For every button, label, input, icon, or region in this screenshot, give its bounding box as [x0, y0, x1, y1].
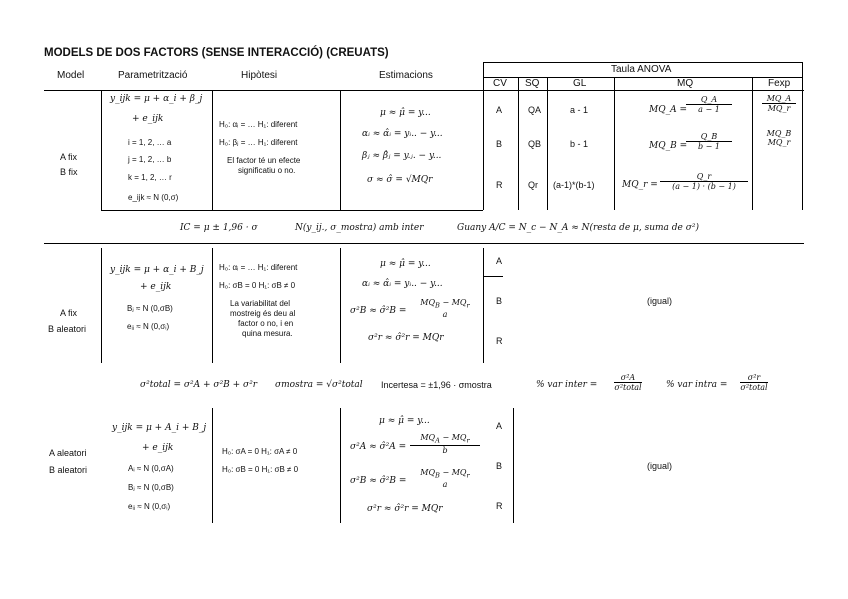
s3-param-1: y_ijk = μ + A_i + B_j	[112, 423, 207, 433]
s1-model-a: A fix	[60, 152, 78, 162]
anova-sub-line	[483, 77, 803, 78]
s3-hip-1: H₀: σA = 0 H₁: σA ≠ 0	[222, 447, 298, 456]
s2-f3: Incertesa = ±1,96 · σmostra	[381, 380, 492, 390]
s1-param-4: j = 1, 2, … b	[128, 155, 172, 164]
s3-param-5: eᵢⱼ ≈ N (0,σᵢ)	[128, 502, 171, 511]
s2-est-1: μ ≈ μ̂ = y...	[380, 259, 431, 269]
s3-param-2: + e_ijk	[142, 443, 174, 453]
col-line	[518, 77, 519, 210]
col-line	[340, 90, 341, 210]
s1-est-1: μ ≈ μ̂ = y...	[380, 108, 431, 118]
header-param: Parametrització	[118, 70, 188, 81]
s2-hip-6: quina mesura.	[242, 329, 293, 338]
s1-param-6: e_ijk ≈ N (0,σ)	[128, 193, 179, 202]
s2-f5-frac	[740, 373, 768, 392]
s2-f4: % var inter =	[536, 380, 598, 390]
s1-gl-r: (a-1)*(b-1)	[553, 180, 595, 190]
col-line	[101, 248, 102, 363]
s3-est-1: μ ≈ μ̂ = y...	[379, 416, 430, 426]
s3-hip-2: H₀: σB = 0 H₁: σB ≠ 0	[222, 465, 299, 474]
header-hipotesi: Hipòtesi	[241, 70, 278, 81]
s1-mq-a-den: a − 1	[686, 104, 732, 114]
col-line	[340, 248, 341, 363]
s1-sq-a: QA	[528, 105, 542, 115]
s2-cv-r: R	[496, 336, 503, 346]
s2-hip-2: H₀: σB = 0 H₁: σB ≠ 0	[219, 281, 296, 290]
header-gl: GL	[573, 78, 587, 89]
s3-igual: (igual)	[647, 461, 673, 471]
s1-guany: Guany A/C = N_c − N_A ≈ N(resta de μ, suma de σ²)	[457, 223, 699, 233]
header-estimacions: Estimacions	[379, 70, 433, 81]
s2-f1: σ²total = σ²A + σ²B + σ²r	[140, 380, 258, 390]
s2-param-2: + e_ijk	[140, 282, 172, 292]
s2-igual: (igual)	[647, 296, 673, 306]
s2-model-a: A fix	[60, 308, 78, 318]
s3-est-2: σ²A ≈ σ̂²A =	[350, 442, 407, 452]
frac-num: σ²A	[620, 373, 636, 382]
s1-mq-b-num: Q_B	[700, 132, 718, 141]
s1-f-a-num: MQ_A	[766, 94, 792, 103]
s1-hip-1: H₀: αᵢ = … H₁: diferent	[219, 120, 298, 129]
s1-mq-a-num: Q_A	[700, 95, 718, 104]
s1-mq-r-frac	[660, 172, 748, 191]
frac-den: a	[442, 479, 448, 489]
s1-mq-a-frac	[686, 95, 732, 114]
col-line	[212, 248, 213, 363]
s1-gl-b: b - 1	[570, 139, 589, 149]
frac-den: b	[410, 445, 480, 455]
s1-mq-r-lhs: MQ_r =	[622, 180, 658, 190]
s1-f-a	[762, 94, 796, 113]
s2-f2: σmostra = √σ²total	[275, 380, 363, 390]
col-line	[513, 408, 514, 523]
s1-mq-b-lhs: MQ_B =	[649, 141, 688, 151]
s2-param-4: eᵢⱼ ≈ N (0,σᵢ)	[127, 322, 170, 331]
s1-param-5: k = 1, 2, … r	[128, 173, 172, 182]
s1-param-3: i = 1, 2, … a	[128, 138, 172, 147]
anova-top-line	[483, 62, 803, 63]
s2-hip-5: factor o no, i en	[238, 319, 294, 328]
s1-cv-a: A	[496, 105, 503, 115]
s3-param-4: Bⱼ ≈ N (0,σB)	[128, 483, 174, 492]
header-sq: SQ	[525, 78, 540, 89]
s1-hip-2: H₀: βⱼ = … H₁: diferent	[219, 138, 298, 147]
s1-mq-r-num: Q_r	[696, 172, 712, 181]
s2-model-b: B aleatori	[48, 324, 87, 334]
frac-den: σ²total	[740, 383, 768, 392]
s2-est-3: σ²B ≈ σ̂²B =	[350, 306, 407, 316]
s1-cv-r: R	[496, 180, 503, 190]
s2-param-3: Bⱼ ≈ N (0,σB)	[127, 304, 173, 313]
s1-mq-b-den: b − 1	[686, 141, 732, 151]
s3-est-4: σ²r ≈ σ̂²r = MQr	[367, 504, 443, 514]
col-line	[752, 77, 753, 210]
s1-f-b-den: MQ_r	[767, 138, 791, 147]
s1-est-2: αᵢ ≈ α̂ᵢ = yᵢ.. − y...	[362, 129, 443, 139]
s1-hip-3: El factor té un efecte	[227, 156, 301, 165]
header-anova: Taula ANOVA	[611, 64, 672, 75]
col-line	[614, 77, 615, 210]
col-line	[340, 408, 341, 523]
s3-cv-a: A	[496, 421, 503, 431]
s2-f5: % var intra =	[666, 380, 728, 390]
s1-param-1: y_ijk = μ + α_i + β_j	[110, 94, 203, 104]
col-line	[547, 77, 548, 210]
s2-est-3-frac	[410, 298, 480, 319]
s2-cv-a: A	[496, 256, 503, 266]
frac-den: σ²total	[614, 383, 642, 392]
s1-n: N(y_ij., σ_mostra) amb inter	[295, 223, 424, 233]
header-fexp: Fexp	[768, 78, 791, 89]
s1-mq-r-den: (a − 1) · (b − 1)	[660, 181, 748, 191]
frac-num: $MQ_A - MQ_r$	[420, 433, 470, 445]
s2-cv-b: B	[496, 296, 503, 306]
s2-param-1: y_ijk = μ + α_i + B_j	[110, 265, 204, 275]
s3-model-b: B aleatori	[49, 465, 88, 475]
s1-ic: IC = μ ± 1,96 · σ	[180, 223, 258, 233]
section-divider	[44, 243, 804, 244]
s3-param-3: Aᵢ ≈ N (0,σA)	[128, 464, 174, 473]
s1-param-2: + e_ijk	[132, 114, 164, 124]
s3-model-a: A aleatori	[49, 448, 87, 458]
col-line	[101, 90, 102, 210]
s3-cv-b: B	[496, 461, 503, 471]
s1-hip-4: significatiu o no.	[238, 166, 296, 175]
s3-est-2-frac	[410, 433, 480, 455]
s1-cv-b: B	[496, 139, 503, 149]
s1-est-3: βⱼ ≈ β̂ⱼ = y.ⱼ. − y...	[362, 151, 442, 161]
s2-est-3-num: $MQ_B - MQ_r$	[420, 298, 470, 310]
s1-mq-a-lhs: MQ_A =	[649, 105, 687, 115]
s2-est-3-den: a	[442, 309, 448, 319]
header-cv: CV	[493, 78, 507, 89]
s2-f4-frac	[614, 373, 642, 392]
anova-left-line	[483, 62, 484, 210]
s2-hip-3: La variabilitat del	[230, 299, 291, 308]
s1-f-b	[762, 129, 796, 147]
s2-hip-1: H₀: αᵢ = … H₁: diferent	[219, 263, 298, 272]
s1-model-b: B fix	[60, 167, 78, 177]
s2-est-4: σ²r ≈ σ̂²r = MQr	[368, 333, 444, 343]
col-line	[212, 408, 213, 523]
s3-cv-r: R	[496, 501, 503, 511]
s1-f-a-den: MQ_r	[762, 103, 796, 113]
frac-num: σ²r	[747, 373, 761, 382]
anova-right-line	[802, 62, 803, 210]
s3-est-3-frac	[410, 468, 480, 489]
s1-sq-r: Qr	[528, 180, 538, 190]
s2-est-2: αᵢ ≈ α̂ᵢ = yᵢ.. − y...	[362, 279, 443, 289]
header-bottom-line	[44, 90, 804, 91]
s1-gl-a: a - 1	[570, 105, 589, 115]
s1-sq-b: QB	[528, 139, 542, 149]
s3-est-3: σ²B ≈ σ̂²B =	[350, 476, 407, 486]
s1-est-4: σ ≈ σ̂ = √MQr	[367, 175, 433, 185]
s1-mq-b-frac	[686, 132, 732, 151]
frac-num: $MQ_B - MQ_r$	[420, 468, 470, 480]
row-line	[483, 276, 503, 277]
row-line	[101, 210, 483, 211]
header-mq: MQ	[677, 78, 694, 89]
s1-f-b-num: MQ_B	[766, 129, 792, 138]
page-title: MODELS DE DOS FACTORS (SENSE INTERACCIÓ) (CREUATS)	[44, 47, 389, 59]
col-line	[212, 90, 213, 210]
col-line	[483, 248, 484, 363]
header-model: Model	[57, 70, 85, 81]
s2-hip-4: mostreig és deu al	[230, 309, 296, 318]
